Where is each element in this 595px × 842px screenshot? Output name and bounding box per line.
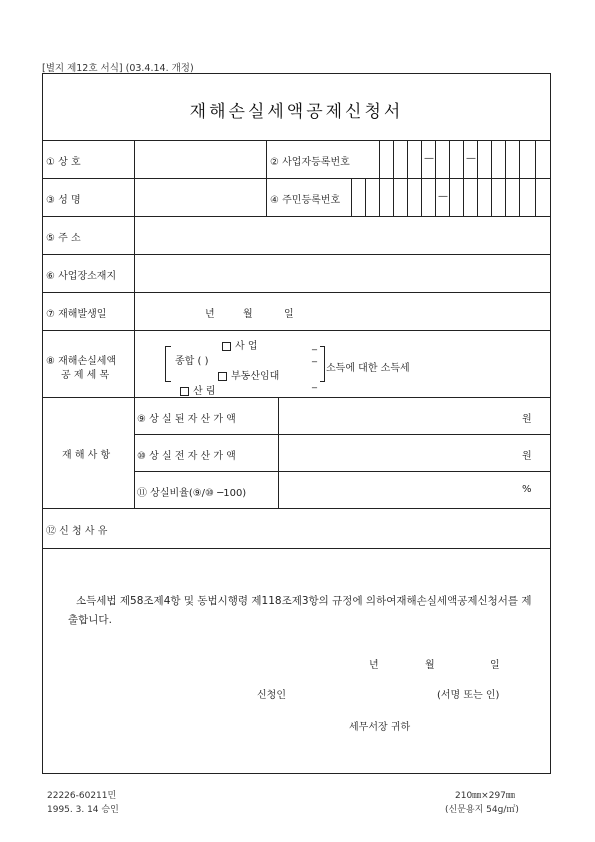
label-disaster-details: 재 해 사 항 [62,450,111,461]
label-pre-loss-asset-value: ⑩ 상 실 전 자 산 가 액 [137,451,236,462]
tick: _ [312,352,317,363]
pre-loss-asset-value-field[interactable] [279,435,519,470]
month-label: 월 [243,309,253,320]
label-resident-reg-no: ④ 주민등록번호 [270,195,341,206]
row-divider [42,178,551,179]
bracket-icon [165,346,171,382]
footer-form-code: 22226-60211민 [47,791,117,801]
dash: — [466,153,476,164]
form-number: [별지 제12호 서식] (03.4.14. 개정) [42,63,194,74]
row-divider [42,292,551,293]
footer-paper-type: (신문용지 54g/㎡) [445,805,519,815]
year-label: 년 [205,309,215,320]
label-deduction-item-2: 공 제 세 목 [61,370,110,381]
option-business[interactable]: 사 업 [222,337,258,352]
option-comprehensive: 종합 ( ) [175,356,209,367]
address-field[interactable] [135,217,549,253]
name-field[interactable] [135,179,265,215]
form-title: 재해손실세액공제신청서 [189,102,404,122]
footer-paper-size: 210㎜×297㎜ [455,791,515,801]
label-disaster-date: ⑦ 재해발생일 [46,309,107,320]
month-label: 월 [425,660,435,671]
loss-ratio-field[interactable] [279,472,519,507]
income-tax-label: 소득에 대한 소득세 [326,363,410,374]
dash: — [438,191,448,202]
year-label: 년 [369,660,379,671]
option-forestry[interactable]: 산 림 [180,382,216,397]
row-divider [42,548,551,549]
application-reason-field[interactable] [135,509,549,547]
label-application-reason: ⑫ 신 청 사 유 [46,526,108,537]
option-real-estate[interactable]: 부동산임대 [218,367,279,382]
tick: _ [312,378,317,389]
label-workplace: ⑥ 사업장소재지 [46,271,117,282]
column-divider [266,140,267,216]
checkbox-icon[interactable] [222,342,231,351]
unit-won: 원 [522,451,532,462]
label-name: ③ 성 명 [46,195,81,206]
applicant-label: 신청인 [257,690,286,701]
workplace-field[interactable] [135,255,549,291]
dash: — [424,153,434,164]
day-label: 일 [284,309,294,320]
unit-percent: % [522,484,532,495]
tick: _ [312,340,317,351]
trade-name-field[interactable] [135,141,265,177]
checkbox-icon[interactable] [218,372,227,381]
row-divider [42,140,551,141]
label-address: ⑤ 주 소 [46,233,81,244]
lost-asset-value-field[interactable] [279,398,519,433]
unit-won: 원 [522,414,532,425]
declaration-text: 소득세법 제58조제4항 및 동법시행령 제118조제3항의 규정에 의하여재해손실세액공제신청서를 제출합니다. [68,595,532,626]
label-business-reg-no: ② 사업자등록번호 [270,157,350,168]
label-loss-ratio: ⑪ 상실비율(⑨/⑩ ─100) [137,488,247,499]
label-trade-name: ① 상 호 [46,157,81,168]
footer-approval-date: 1995. 3. 14 승인 [47,805,119,815]
row-divider [42,330,551,331]
addressee-label: 세무서장 귀하 [349,722,411,733]
label-lost-asset-value: ⑨ 상 실 된 자 산 가 액 [137,414,236,425]
bracket-icon [320,346,325,382]
label-deduction-item-1: ⑧ 재해손실세액 [46,356,117,367]
checkbox-icon[interactable] [180,387,189,396]
signature-label: (서명 또는 인) [437,690,500,701]
day-label: 일 [490,660,500,671]
